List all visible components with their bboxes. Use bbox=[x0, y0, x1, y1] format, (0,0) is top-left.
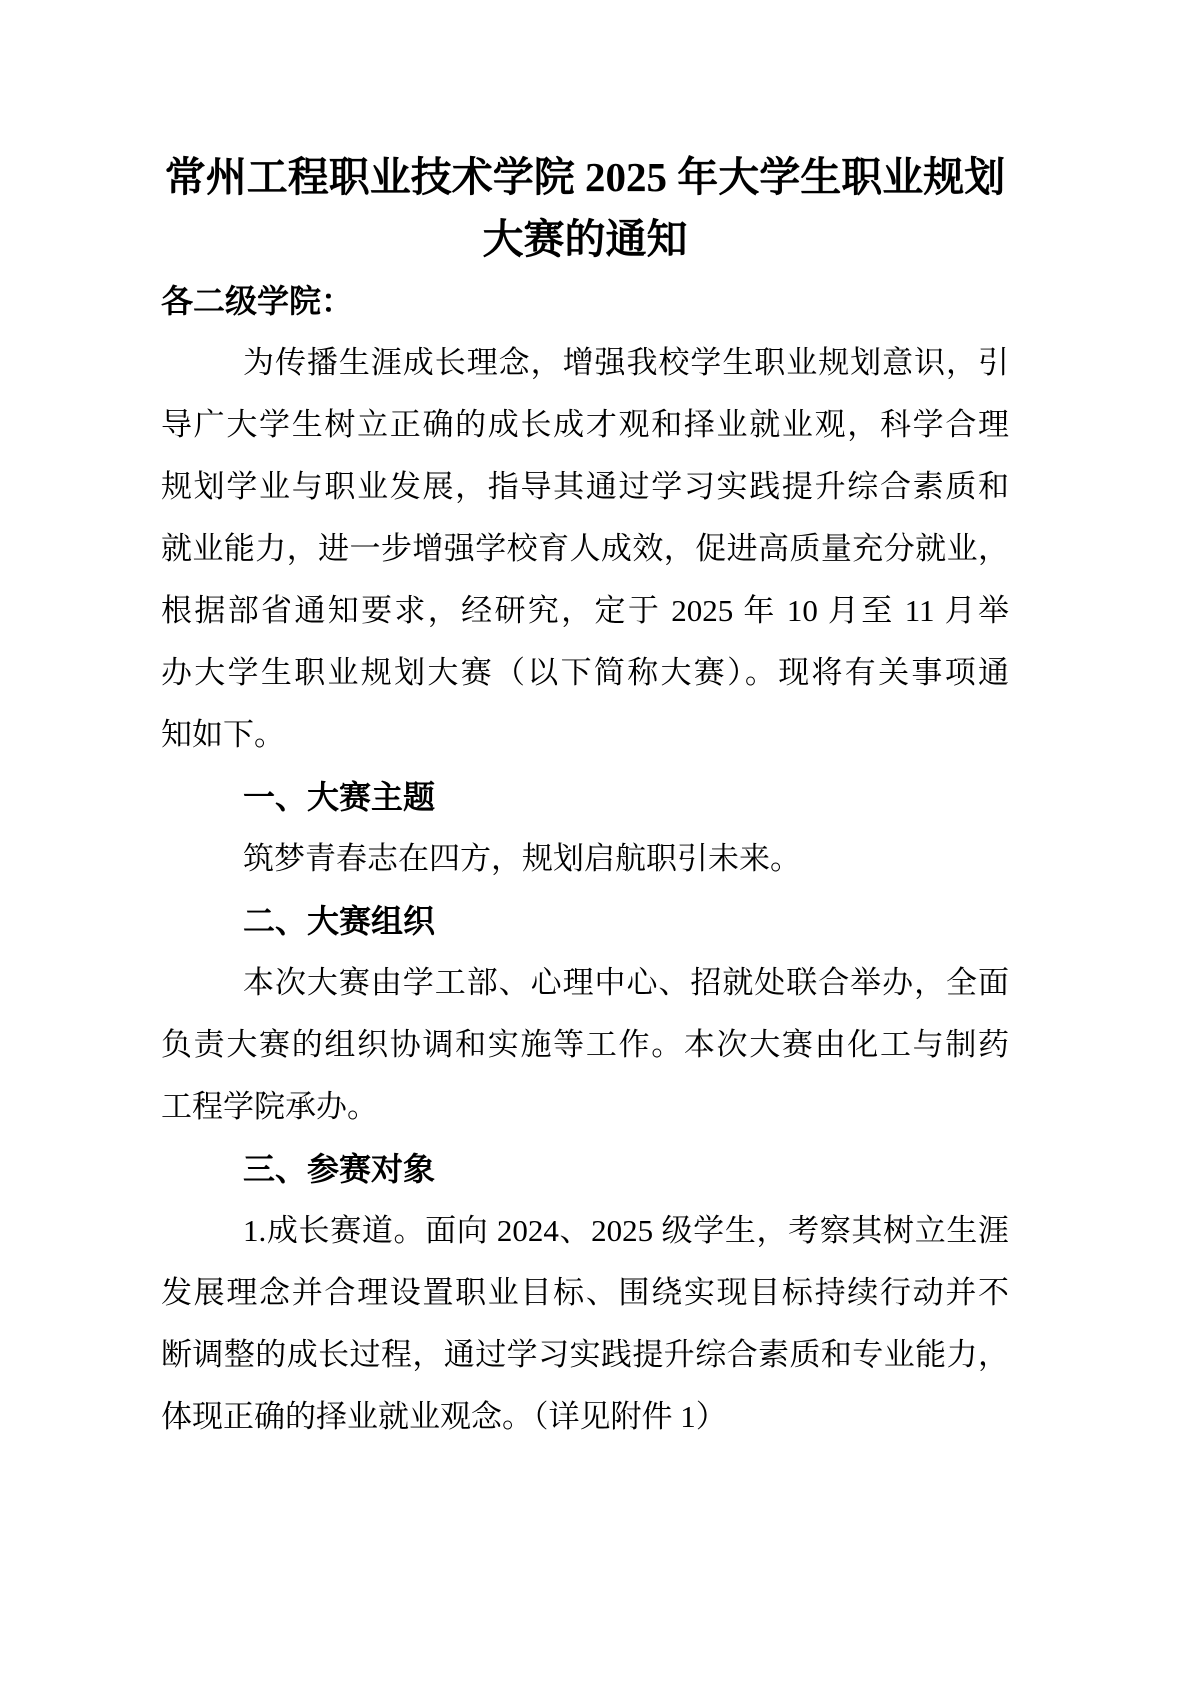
notice-title-line-1: 常州工程职业技术学院 2025 年大学生职业规划 bbox=[164, 154, 1006, 200]
theme-line-1: 筑梦青春志在四方，规划启航职引未来。 bbox=[243, 841, 801, 876]
intro-line-3: 规划学业与职业发展，指导其通过学习实践提升综合素质和 bbox=[161, 469, 1009, 504]
intro-line-2: 导广大学生树立正确的成长成才观和择业就业观，科学合理 bbox=[161, 407, 1009, 442]
organization-line-3: 工程学院承办。 bbox=[161, 1089, 378, 1124]
participants-line-1: 1.成长赛道。面向 2024、2025 级学生，考察其树立生涯 bbox=[243, 1213, 1009, 1248]
notice-title-line-2: 大赛的通知 bbox=[482, 216, 688, 262]
section-heading-participants: 三、参赛对象 bbox=[243, 1151, 436, 1187]
intro-line-7: 知如下。 bbox=[161, 717, 285, 752]
document-content bbox=[161, 0, 1009, 1448]
intro-line-4: 就业能力，进一步增强学校育人成效，促进高质量充分就业， bbox=[161, 531, 1009, 566]
intro-line-5: 根据部省通知要求，经研究，定于 2025 年 10 月至 11 月举 bbox=[161, 593, 1009, 628]
participants-line-3: 断调整的成长过程，通过学习实践提升综合素质和专业能力， bbox=[161, 1337, 1009, 1372]
salutation: 各二级学院： bbox=[161, 283, 354, 319]
intro-line-6: 办大学生职业规划大赛（以下简称大赛）。现将有关事项通 bbox=[161, 655, 1009, 690]
organization-line-1: 本次大赛由学工部、心理中心、招就处联合举办，全面 bbox=[243, 965, 1009, 1000]
participants-line-2: 发展理念并合理设置职业目标、围绕实现目标持续行动并不 bbox=[161, 1275, 1009, 1310]
intro-line-1: 为传播生涯成长理念，增强我校学生职业规划意识，引 bbox=[243, 345, 1009, 380]
section-heading-theme: 一、大赛主题 bbox=[243, 779, 436, 815]
organization-line-2: 负责大赛的组织协调和实施等工作。本次大赛由化工与制药 bbox=[161, 1027, 1009, 1062]
participants-line-4: 体现正确的择业就业观念。（详见附件 1） bbox=[161, 1399, 727, 1434]
section-heading-organization: 二、大赛组织 bbox=[243, 903, 436, 939]
